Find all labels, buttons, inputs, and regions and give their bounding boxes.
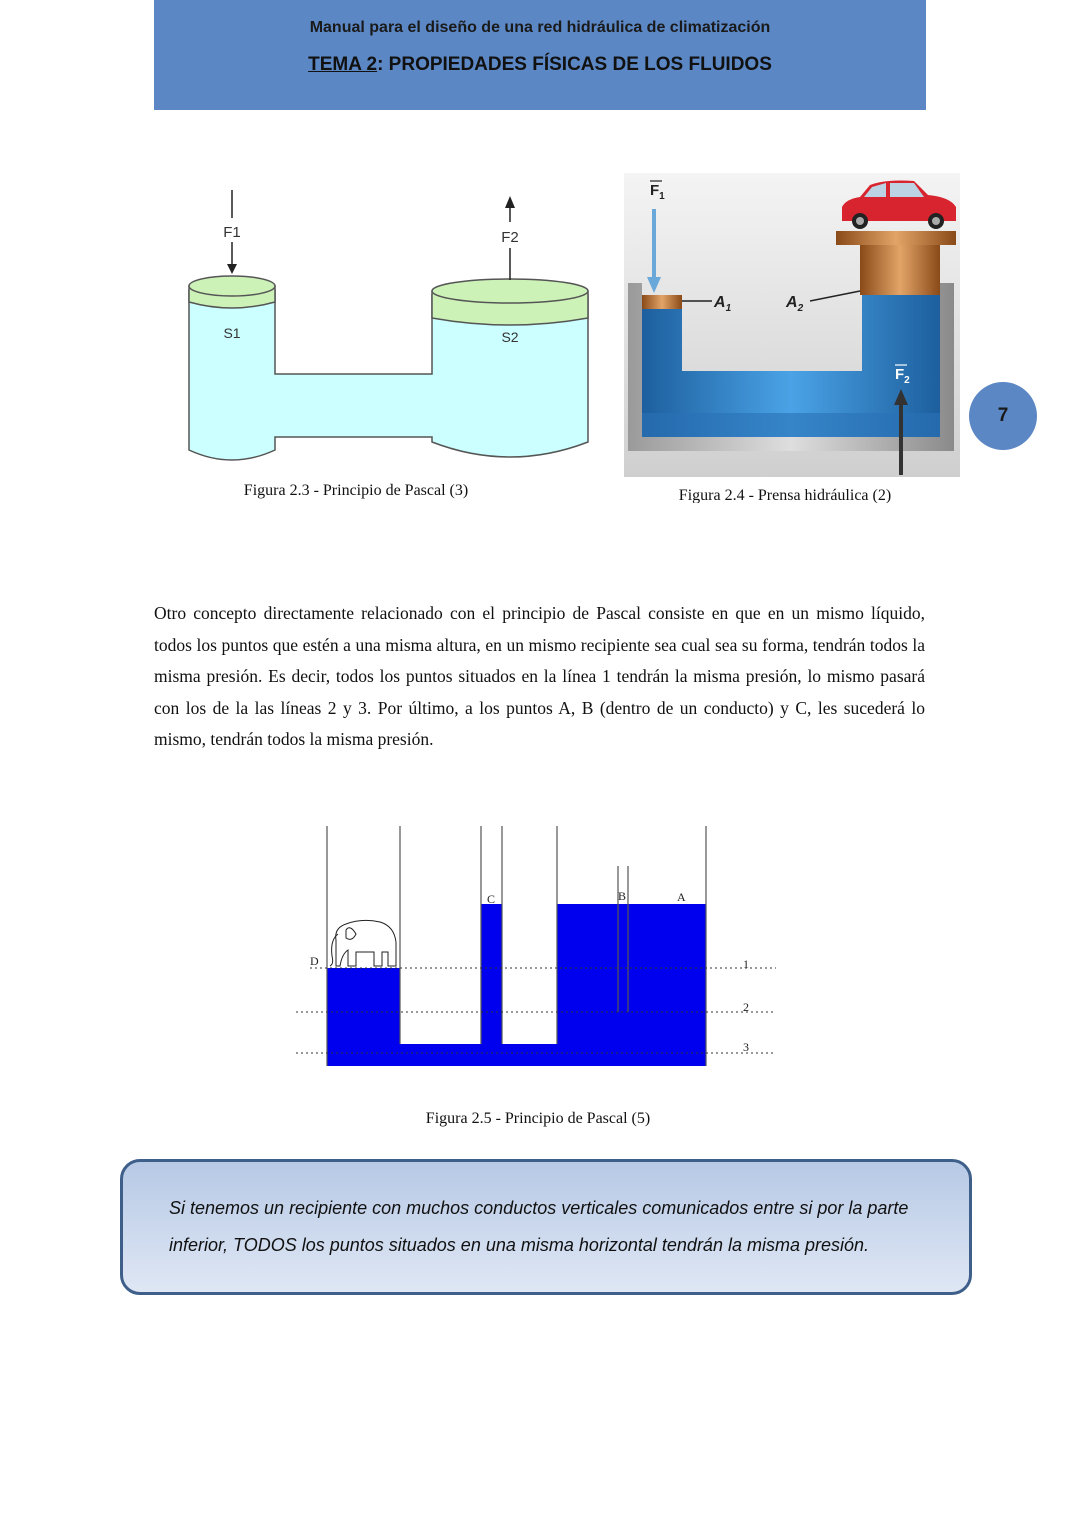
label-d: D: [310, 954, 319, 968]
large-piston: [860, 245, 940, 295]
label-a2-main: A: [786, 294, 798, 311]
document-title: Manual para el diseño de una red hidráulica de climatización: [309, 19, 771, 36]
label-s1: S1: [223, 325, 241, 341]
label-s2: S2: [501, 329, 519, 345]
key-concept-box: [120, 1159, 972, 1295]
label-a1-sub: 1: [725, 303, 732, 314]
body-paragraph: Otro concepto directamente relacionado con el principio de Pascal consiste en que en un mismo líquido, todos los puntos que estén a una misma altura, en un mismo recipiente sea cual sea su forma, tendrán todos la misma presión. Es decir, todos los puntos situados en la línea 1 tendrán la misma presión, lo mismo pasará con los de la las líneas 2 y 3. Por último, a los puntos A, B (dentro de un conducto) y C, les sucederá lo mismo, tendrán todos la misma presión.: [154, 603, 925, 749]
label-line-2: 2: [743, 1000, 749, 1014]
label-f2-sub: 2: [904, 375, 910, 386]
label-f1-main: F: [650, 182, 660, 199]
elephant-icon: [330, 920, 396, 966]
arrow-down-icon: [227, 264, 237, 274]
label-line-1: 1: [743, 957, 749, 971]
page-number-badge: 7: [969, 382, 1037, 450]
label-f2: F2: [501, 229, 519, 246]
label-f1: F1: [223, 224, 241, 241]
label-f1-sub: 1: [659, 191, 665, 202]
caption-figure-2-5: Figura 2.5 - Principio de Pascal (5): [425, 1110, 651, 1127]
topic-title: [154, 54, 926, 76]
arrow-up-icon: [505, 196, 515, 208]
caption-figure-2-3: Figura 2.3 - Principio de Pascal (3): [243, 482, 469, 499]
label-f2-main: F: [895, 366, 905, 383]
label-a: A: [677, 890, 686, 904]
figure-pascal-principle: [180, 180, 600, 470]
key-concept-text: Si tenemos un recipiente con muchos conductos verticales comunicados entre si por la parte inferior, TODOS los puntos situados en una misma horizontal tendrán la misma presión.: [169, 1198, 909, 1255]
label-b: B: [618, 889, 627, 903]
page-header: [154, 0, 926, 110]
figure-hydraulic-press: [624, 173, 960, 477]
figure-communicating-vessels: [290, 822, 790, 1072]
topic-label: TEMA 2: [308, 54, 378, 75]
label-a1-main: A: [714, 294, 726, 311]
label-c: C: [487, 892, 496, 906]
label-a2-sub: 2: [797, 303, 804, 314]
caption-figure-2-4: Figura 2.4 - Prensa hidráulica (2): [678, 487, 892, 503]
small-piston: [642, 295, 682, 309]
topic-rest: : PROPIEDADES FÍSICAS DE LOS FLUIDOS: [377, 54, 772, 75]
label-line-3: 3: [743, 1040, 749, 1054]
